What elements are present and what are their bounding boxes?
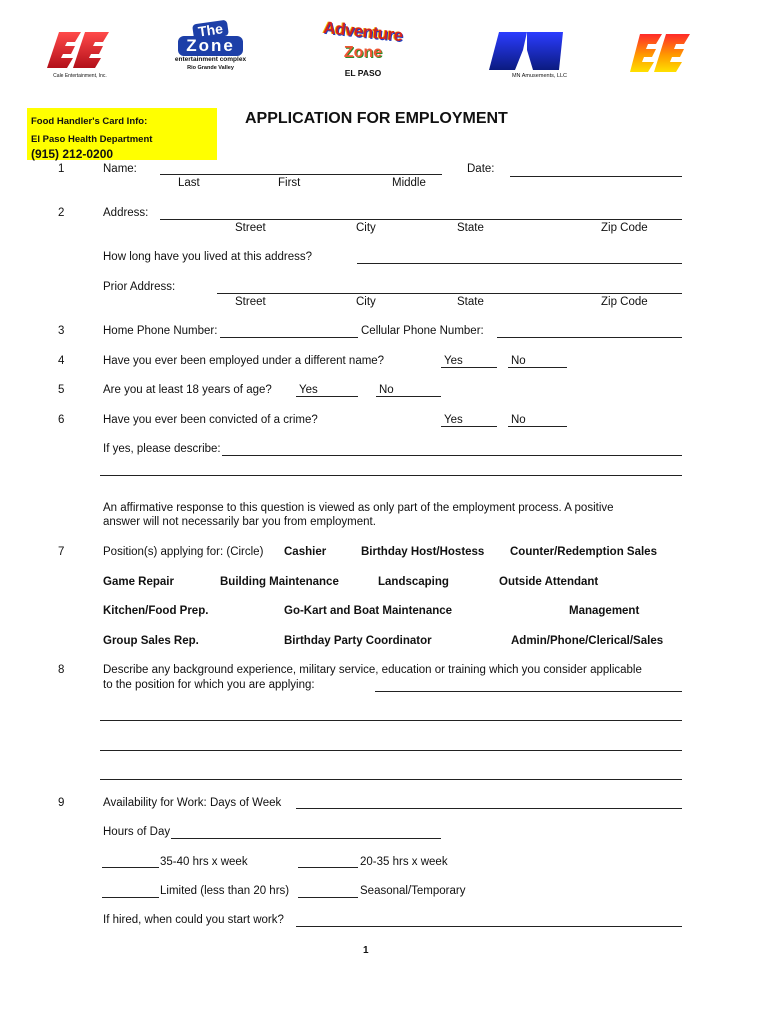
- position-outside-attendant[interactable]: Outside Attendant: [499, 576, 599, 588]
- prior-zip-label: Zip Code: [601, 296, 648, 308]
- q8-line1: Describe any background experience, military service, education or training which you consider applicable: [103, 664, 642, 676]
- address-field[interactable]: [160, 219, 682, 220]
- how-long-label: How long have you lived at this address?: [103, 251, 313, 263]
- home-phone-label: Home Phone Number:: [103, 325, 218, 337]
- position-birthday-host[interactable]: Birthday Host/Hostess: [361, 546, 485, 558]
- hours-field[interactable]: [171, 838, 441, 839]
- date-label: Date:: [467, 163, 495, 175]
- zone-title-zone: Zone: [178, 36, 243, 56]
- adventure-caption: EL PASO: [344, 68, 382, 78]
- position-kitchen[interactable]: Kitchen/Food Prep.: [103, 605, 209, 617]
- prior-city-label: City: [356, 296, 376, 308]
- q5-no-field[interactable]: [376, 396, 441, 397]
- q9-number: 9: [58, 797, 65, 809]
- name-field[interactable]: [160, 174, 442, 175]
- opt3-label: Limited (less than 20 hrs): [160, 885, 290, 897]
- zone-caption-1: entertainment complex: [174, 56, 247, 63]
- experience-field-2[interactable]: [100, 720, 682, 721]
- experience-field-4[interactable]: [100, 779, 682, 780]
- position-game-repair[interactable]: Game Repair: [103, 576, 174, 588]
- address-label: Address:: [103, 207, 149, 219]
- q4-yes[interactable]: Yes: [444, 355, 463, 367]
- opt2-label: 20-35 hrs x week: [360, 856, 448, 868]
- q6-no-field[interactable]: [508, 426, 567, 427]
- position-group-sales[interactable]: Group Sales Rep.: [103, 635, 199, 647]
- experience-field-1[interactable]: [375, 691, 682, 692]
- food-handler-line1: Food Handler's Card Info:: [31, 116, 148, 127]
- q6-number: 6: [58, 414, 65, 426]
- name-first-label: First: [278, 177, 301, 189]
- adventure-zone-word: Zone: [343, 44, 383, 61]
- start-label: If hired, when could you start work?: [103, 914, 284, 926]
- position-cashier[interactable]: Cashier: [284, 546, 327, 558]
- prior-address-field[interactable]: [217, 293, 682, 294]
- opt4-blank[interactable]: [298, 897, 358, 898]
- adventure-zone-logo: [313, 17, 413, 94]
- position-building-maintenance[interactable]: Building Maintenance: [220, 576, 339, 588]
- how-long-field[interactable]: [357, 263, 682, 264]
- q6-yes-field[interactable]: [441, 426, 497, 427]
- q5-yes-field[interactable]: [296, 396, 358, 397]
- start-field[interactable]: [296, 926, 682, 927]
- experience-field-3[interactable]: [100, 750, 682, 751]
- address-state-label: State: [457, 222, 484, 234]
- q4-yes-field[interactable]: [441, 367, 497, 368]
- q8-line2: to the position for which you are applying:: [103, 679, 315, 691]
- q5-text: Are you at least 18 years of age?: [103, 384, 272, 396]
- opt3-blank[interactable]: [102, 897, 159, 898]
- home-phone-field[interactable]: [220, 337, 358, 338]
- q5-yes[interactable]: Yes: [299, 384, 318, 396]
- affirmative-note-1: An affirmative response to this question is viewed as only part of the employment process. A positive: [103, 502, 614, 514]
- opt2-blank[interactable]: [298, 867, 358, 868]
- opt4-label: Seasonal/Temporary: [360, 885, 466, 897]
- prior-street-label: Street: [235, 296, 266, 308]
- q4-text: Have you ever been employed under a different name?: [103, 355, 385, 367]
- address-zip-label: Zip Code: [601, 222, 648, 234]
- food-handler-line2: El Paso Health Department: [31, 134, 153, 145]
- q6-text: Have you ever been convicted of a crime?: [103, 414, 318, 426]
- prior-state-label: State: [457, 296, 484, 308]
- page-number: 1: [363, 945, 369, 956]
- name-label: Name:: [103, 163, 137, 175]
- address-street-label: Street: [235, 222, 266, 234]
- adventure-word: Adventure: [322, 17, 404, 46]
- page-title: APPLICATION FOR EMPLOYMENT: [245, 110, 508, 127]
- ce-caption: Cale Entertainment, Inc.: [53, 73, 107, 79]
- q1-number: 1: [58, 163, 65, 175]
- mn-caption: MN Amusements, LLC: [511, 73, 567, 79]
- q3-number: 3: [58, 325, 65, 337]
- affirmative-note-2: answer will not necessarily bar you from employment.: [103, 516, 376, 528]
- opt1-blank[interactable]: [102, 867, 159, 868]
- colorful-e-logo: [628, 32, 694, 76]
- position-admin[interactable]: Admin/Phone/Clerical/Sales: [511, 635, 664, 647]
- zone-title-the: The: [192, 20, 229, 41]
- q6-yes[interactable]: Yes: [444, 414, 463, 426]
- prior-address-label: Prior Address:: [103, 281, 176, 293]
- cell-phone-label: Cellular Phone Number:: [361, 325, 484, 337]
- the-zone-logo: [163, 22, 258, 84]
- q4-no[interactable]: No: [511, 355, 526, 367]
- q7-number: 7: [58, 546, 65, 558]
- zone-caption-2: Rio Grande Valley: [187, 65, 234, 71]
- q5-no[interactable]: No: [379, 384, 394, 396]
- name-last-label: Last: [178, 177, 200, 189]
- cale-entertainment-logo: [45, 28, 115, 78]
- address-city-label: City: [356, 222, 376, 234]
- food-handler-phone: (915) 212-0200: [31, 147, 114, 161]
- name-middle-label: Middle: [392, 177, 426, 189]
- mn-amusements-logo: [487, 30, 567, 82]
- position-gokart[interactable]: Go-Kart and Boat Maintenance: [284, 605, 453, 617]
- q5-number: 5: [58, 384, 65, 396]
- q6-no[interactable]: No: [511, 414, 526, 426]
- hours-label: Hours of Day: [103, 826, 171, 838]
- date-field[interactable]: [510, 176, 682, 177]
- q4-number: 4: [58, 355, 65, 367]
- days-field[interactable]: [296, 808, 682, 809]
- position-management[interactable]: Management: [569, 605, 640, 617]
- describe-field-2[interactable]: [100, 475, 682, 476]
- describe-field-1[interactable]: [222, 455, 682, 456]
- q8-number: 8: [58, 664, 65, 676]
- cell-phone-field[interactable]: [497, 337, 682, 338]
- describe-label: If yes, please describe:: [103, 443, 221, 455]
- position-party-coordinator[interactable]: Birthday Party Coordinator: [284, 635, 432, 647]
- days-label: Availability for Work: Days of Week: [103, 797, 282, 809]
- opt1-label: 35-40 hrs x week: [160, 856, 248, 868]
- position-landscaping[interactable]: Landscaping: [378, 576, 449, 588]
- positions-label: Position(s) applying for: (Circle): [103, 546, 264, 558]
- q4-no-field[interactable]: [508, 367, 567, 368]
- q2-number: 2: [58, 207, 65, 219]
- position-counter-redemption[interactable]: Counter/Redemption Sales: [510, 546, 657, 558]
